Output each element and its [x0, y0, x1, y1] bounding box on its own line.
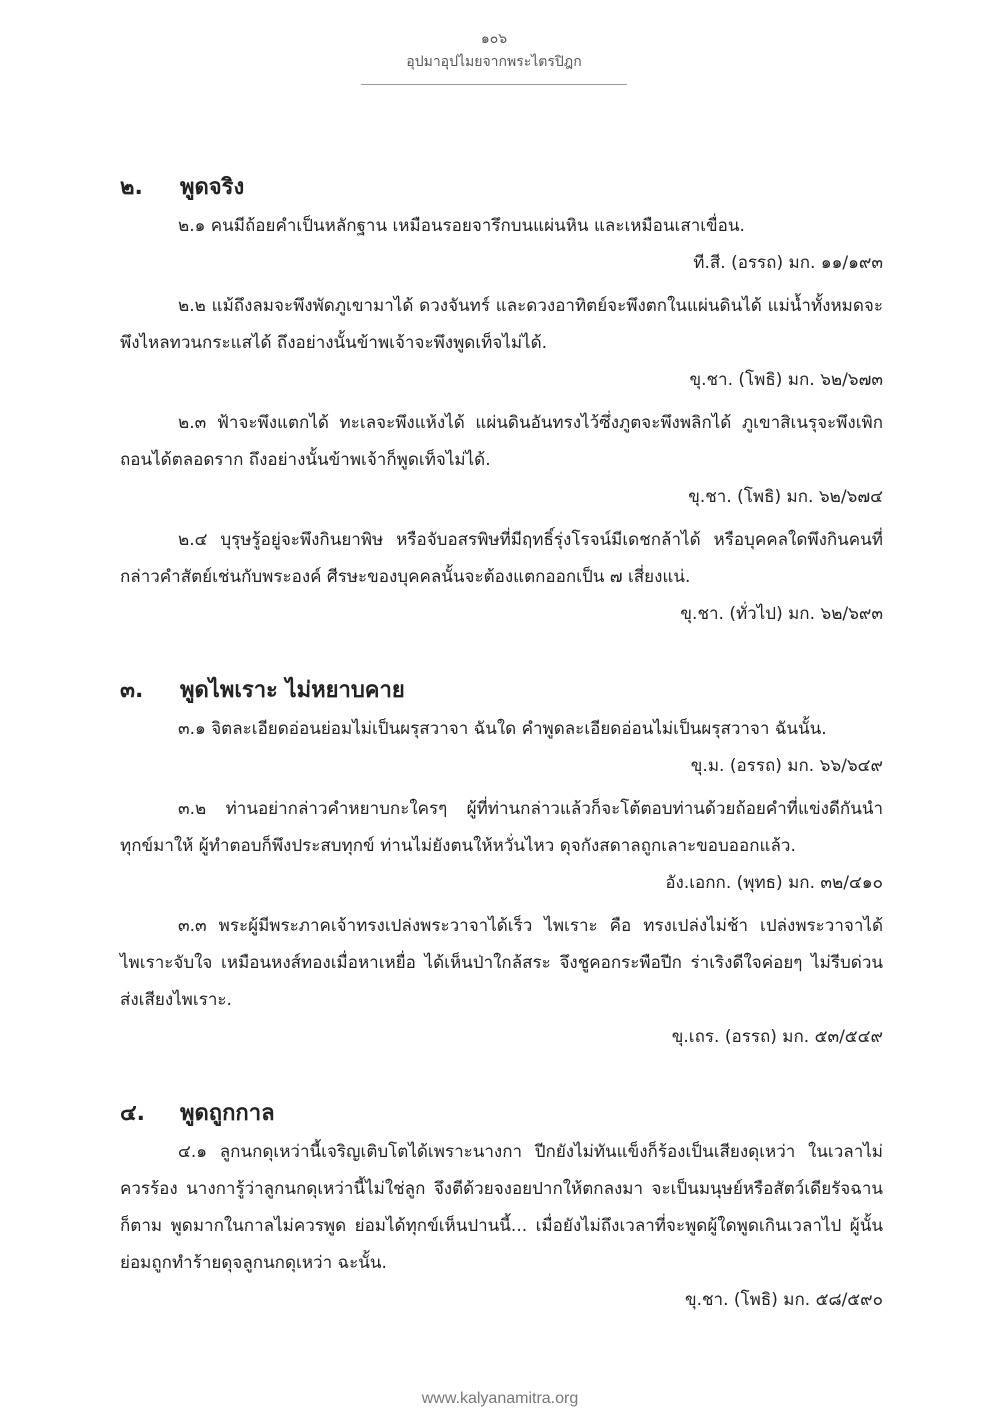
paragraph: ๒.๑ คนมีถ้อยคำเป็นหลักฐาน เหมือนรอยจารึกบนแผ่นหิน และเหมือนเสาเขื่อน.: [178, 216, 745, 236]
section-number: ๔.: [120, 1101, 146, 1126]
section-heading: [120, 170, 883, 206]
section-speak-timely: [120, 1096, 883, 1319]
paragraph: ๔.๑ ลูกนกดุเหว่านี้เจริญเติบโตได้เพราะนางกา ปีกยังไม่ทันแข็งก็ร้องเป็นเสียงดุเหว่า ในเวลาไม่ควรร้อง นางการู้ว่าลูกนกดุเหว่านี้ไม่ใช่ลูก จึงตีด้วยจงอยปากให้ตกลงมา จะเป็นมนุษย์หรือสัตว์เดียรัจฉานก็ตาม พูดมากในกาลไม่ควรพูด ย่อมได้ทุกข์เห็นปานนี้... เมื่อยังไม่ถึงเวลาที่จะพูดผู้ใดพูดเกินเวลาไป ผู้นั้นย่อมถูกทำร้ายดุจลูกนกดุเหว่า ฉะนั้น.: [120, 1142, 883, 1273]
scripture-reference: ขุ.ม. (อรรถ) มก. ๖๖/๖๔๙: [690, 756, 883, 776]
book-title: อุปมาอุปไมยจากพระไตรปิฎก: [406, 54, 582, 70]
paragraph: ๒.๔ บุรุษรู้อยู่จะพึงกินยาพิษ หรือจับอสรพิษที่มีฤทธิ์รุ่งโรจน์มีเดชกล้าได้ หรือบุคคลใดพึงกินคนที่กล่าวคำสัตย์เช่นกับพระองค์ ศีรษะของบุคคลนั้นจะต้องแตกออกเป็น ๗ เสี่ยงแน่.: [120, 530, 883, 587]
scripture-reference: ขุ.เถร. (อรรถ) มก. ๕๓/๕๔๙: [671, 1027, 883, 1047]
paragraph: ๒.๒ แม้ถึงลมจะพึงพัดภูเขามาได้ ดวงจันทร์ และดวงอาทิตย์จะพึงตกในแผ่นดินได้ แม่น้ำทั้งหมดจะพึงไหลทวนกระแสได้ ถึงอย่างนั้นข้าพเจ้าจะพึงพูดเท็จไม่ได้.: [120, 296, 883, 353]
section-title: พูดถูกกาล: [180, 1101, 275, 1126]
paragraph: ๓.๒ ท่านอย่ากล่าวคำหยาบกะใครๆ ผู้ที่ท่านกล่าวแล้วก็จะโต้ตอบท่านด้วยถ้อยคำที่แข่งดีกันนำทุกข์มาให้ ผู้ทำตอบก็พึงประสบทุกข์ ท่านไม่ยังตนให้หวั่นไหว ดุจกังสดาลถูกเลาะขอบออกแล้ว.: [120, 799, 883, 856]
section-speak-truth: [120, 170, 883, 633]
section-heading: [120, 673, 883, 709]
section-title: พูดจริง: [180, 175, 245, 200]
paragraph: ๓.๑ จิตละเอียดอ่อนย่อมไม่เป็นผรุสวาจา ฉันใด คำพูดละเอียดอ่อนไม่เป็นผรุสวาจา ฉันนั้น.: [178, 719, 827, 739]
page-content: [120, 170, 883, 1359]
page-header: [0, 30, 988, 85]
scripture-reference: ขุ.ชา. (โพธิ) มก. ๕๘/๕๙๐: [684, 1290, 883, 1310]
section-speak-gently: [120, 673, 883, 1056]
section-number: ๒.: [120, 175, 143, 200]
scripture-reference: ที.สี. (อรรถ) มก. ๑๑/๑๙๓: [693, 253, 883, 273]
section-heading: [120, 1096, 883, 1132]
paragraph: ๓.๓ พระผู้มีพระภาคเจ้าทรงเปล่งพระวาจาได้เร็ว ไพเราะ คือ ทรงเปล่งไม่ช้า เปล่งพระวาจาได้ไพเราะจับใจ เหมือนหงส์ทองเมื่อหาเหยื่อ ได้เห็นป่าใกล้สระ จึงชูคอกระพือปีก ร่าเริงดีใจค่อยๆ ไม่รีบด่วน ส่งเสียงไพเราะ.: [120, 916, 883, 1010]
scripture-reference: อัง.เอกก. (พุทธ) มก. ๓๒/๔๑๐: [665, 873, 883, 893]
scripture-reference: ขุ.ชา. (โพธิ) มก. ๖๒/๖๗๔: [688, 487, 883, 507]
paragraph: ๒.๓ ฟ้าจะพึงแตกได้ ทะเลจะพึงแห้งได้ แผ่นดินอันทรงไว้ซึ่งภูตจะพึงพลิกได้ ภูเขาสิเนรุจะพึงเพิกถอนได้ตลอดราก ถึงอย่างนั้นข้าพเจ้าก็พูดเท็จไม่ได้.: [120, 413, 883, 470]
header-divider: [361, 84, 627, 85]
section-title: พูดไพเราะ ไม่หยาบคาย: [180, 678, 405, 703]
section-number: ๓.: [120, 678, 144, 703]
page-number: ๑๐๖: [480, 31, 508, 47]
footer-website: www.kalyanamitra.org: [421, 1390, 579, 1407]
scripture-reference: ขุ.ชา. (โพธิ) มก. ๖๒/๖๗๓: [689, 370, 883, 390]
scripture-reference: ขุ.ชา. (ทั่วไป) มก. ๖๒/๖๙๓: [680, 604, 883, 624]
